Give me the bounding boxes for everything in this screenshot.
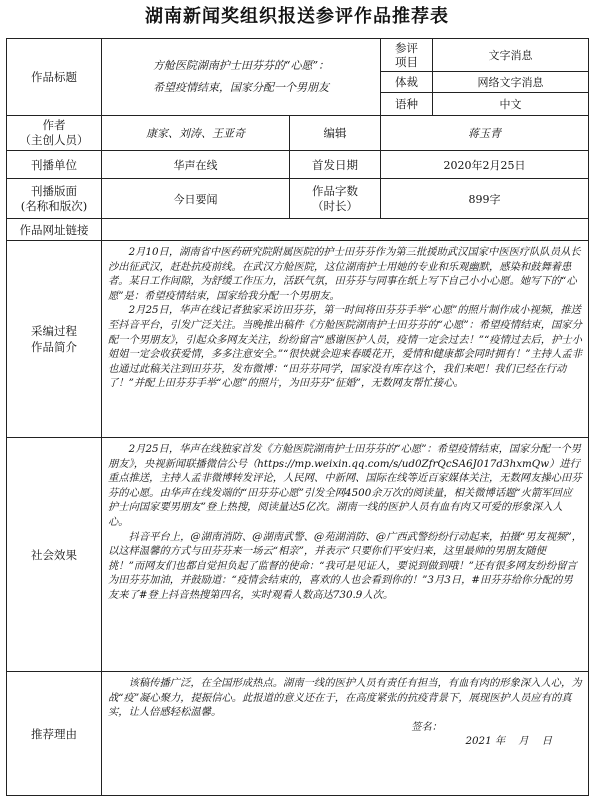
layout-label: 刊播版面 (名称和版次) — [7, 179, 102, 219]
work-title-cell — [102, 39, 381, 116]
reason-paragraph: 该稿传播广泛，在全国形成热点。湖南一线的医护人员有责任有担当，有血有肉的形象深入人心，为战“疫”凝心聚力，提振信心。此报道的意义还在于，在高度紧张的抗疫背景下，展现医护人员应有的真实，让人倍感轻松温馨。 — [108, 677, 582, 719]
language-value: 中文 — [433, 93, 589, 116]
sign-date: 2021 年 月 日 — [465, 735, 552, 748]
effect-paragraph: 抖音平台上，@湖南消防、@湖南武警、@苑湖消防、@广西武警纷纷行动起来，拍摄“男友视频”，以这样温馨的方式与田芬芬来一场云“相亲”，并表示“只要你们平安归来，这里最帅的男朋友随便挑！”而网友们也都自觉担负起了监督的使命：“我可是见证人，要说到做到哦！”还有很多网友纷纷留言为田芬芬加油，并鼓励道：“疫情会结束的，喜欢的人也会看到你的！”3月3日，#田芬芬给你分配的男友来了#登上抖音热搜第四名，实时观看人数高达730.9人次。 — [108, 530, 582, 601]
reason-text — [102, 672, 589, 796]
document-title: 湖南新闻奖组织报送参评作品推荐表 — [145, 6, 449, 27]
first-date-label: 首发日期 — [290, 151, 381, 179]
signature-label: 签名： — [411, 720, 442, 733]
process-label: 采编过程 作品简介 — [7, 241, 102, 438]
process-paragraph: 2月10日，湖南省中医药研究院附属医院的护士田芬芬作为第三批援助武汉国家中医医疗队队员从长沙出征武汉，赶赴抗疫前线。在武汉方舱医院，这位湖南护士用她的专业和乐观幽默，感染和鼓舞着患者。某日工作间隙，为舒缓工作压力，活跃气氛，田芬芬与同事在纸上写下自己小小心愿。她写下的“心愿”是：希望疫情结束，国家给我分配一个男朋友。 — [108, 246, 581, 302]
genre-label: 体裁 — [381, 72, 433, 93]
link-value — [102, 219, 589, 241]
publisher-value: 华声在线 — [102, 151, 290, 179]
work-title-label: 作品标题 — [7, 39, 102, 116]
editor-label: 编辑 — [290, 116, 381, 151]
process-text — [102, 241, 589, 438]
entry-item-value: 文字消息 — [433, 39, 589, 72]
publisher-label: 刊播单位 — [7, 151, 102, 179]
work-title-line2: 希望疫情结束，国家分配一个男朋友 — [153, 81, 329, 94]
process-paragraph: 2月25日，华声在线记者独家采访田芬芬，第一时间将田芬芬手举“心愿”的照片制作成小视频，推送至抖音平台，引发广泛关注。当晚推出稿件《方舱医院湖南护士田芬芬的“心愿”：希望疫情结束，国家分配一个男朋友》，引起众多网友关注，纷纷留言“感谢医护人员，疫情一定会过去！”“疫情过去后，护士小姐姐一定会收获爱情，多多注意安全。”“很快就会迎来春暖花开，爱情和健康都会同时拥有！”主持人孟非也通过此稿关注到田芬芬，发布微博：“田芬芬同学，国家没有库存这个，我们来吧！我们已经在行动了！”并配上田芬芬手举“心愿”的照片，为田芬芬“征婚”，无数网友帮忙接心。 — [108, 304, 582, 390]
effect-paragraph: 2月25日，华声在线独家首发《方舱医院湖南护士田芬芬的“心愿”：希望疫情结束，国家分配一个男朋友》，央视新闻联播微信公号（https://mp.weixin.qq.com/s/ud0ZfrQcSA6J017d3hxmQw）进行重点推送，主持人孟非微博转发评论，人民网、中新网、国际在线等近百家媒体关注，无数网友操心田芬芬的心愿。由华声在线发端的“田芬芬心愿”引发全网4500余万次的阅读量，相关微博话题“火箭军回应护士向国家要男朋友”登上热搜，阅读量达5亿次。湖南一线的医护人员有血有肉又可爱的形象深入人心。 — [108, 443, 582, 528]
word-count-value: 899字 — [381, 179, 589, 219]
first-date-value: 2020年2月25日 — [381, 151, 589, 179]
reason-label: 推荐理由 — [7, 672, 102, 796]
editor-value: 蒋玉青 — [381, 116, 589, 151]
genre-value: 网络文字消息 — [433, 72, 589, 93]
link-label: 作品网址链接 — [7, 219, 102, 241]
recommendation-form — [6, 38, 589, 796]
effect-label: 社会效果 — [7, 438, 102, 672]
entry-item-label: 参评 项目 — [381, 39, 433, 72]
word-count-label: 作品字数 （时长） — [290, 179, 381, 219]
effect-text — [102, 438, 589, 672]
work-title-line1: 方舱医院湖南护士田芬芬的“心愿”： — [152, 59, 330, 72]
author-value: 康家、刘涛、王亚奇 — [102, 116, 290, 151]
language-label: 语种 — [381, 93, 433, 116]
layout-value: 今日要闻 — [102, 179, 290, 219]
author-label: 作者 （主创人员） — [7, 116, 102, 151]
